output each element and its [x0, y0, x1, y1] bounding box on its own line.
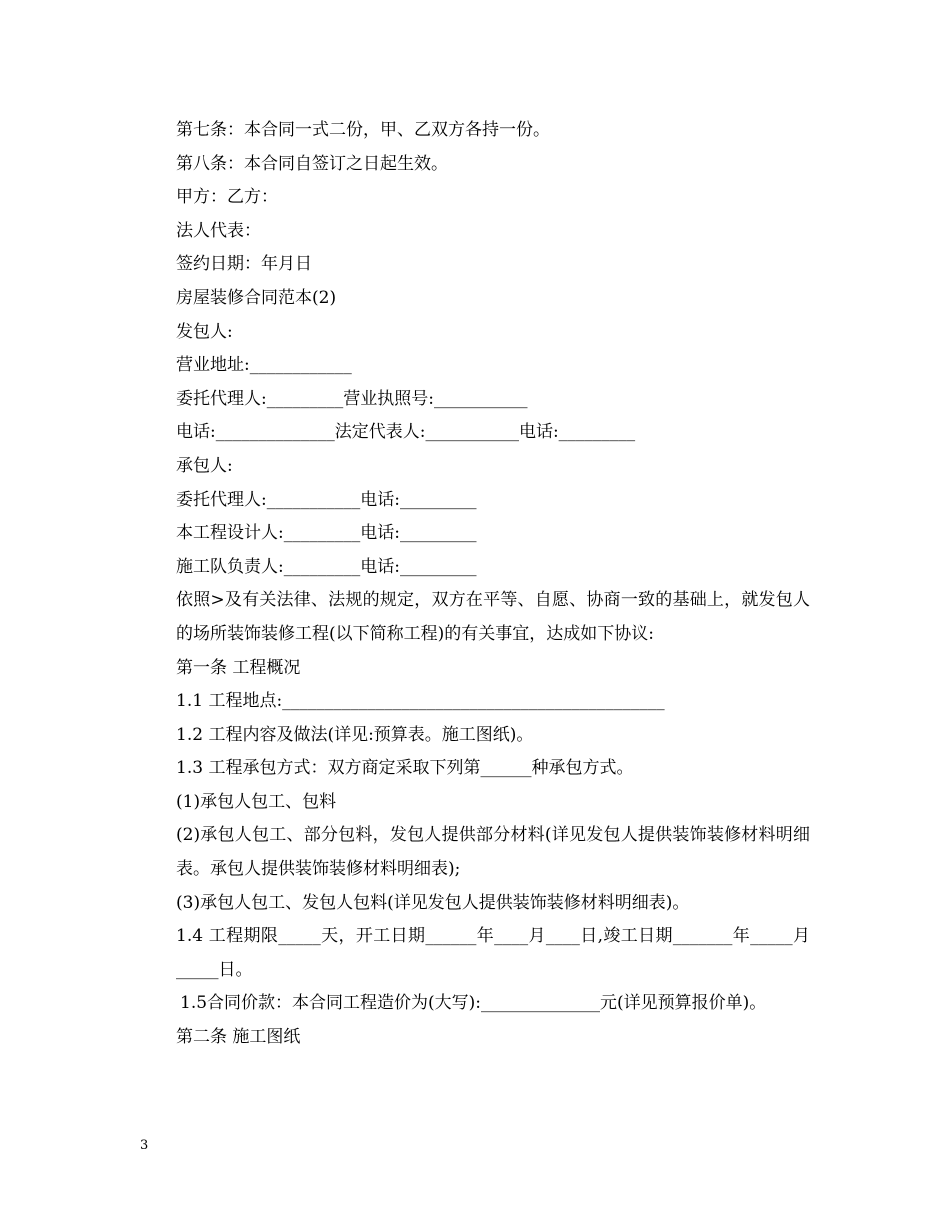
preamble-paragraph: 依照>及有关法律、法规的规定，双方在平等、自愿、协商一致的基础上，就发包人的场所装饰装修工程(以下简称工程)的有关事宜，达成如下协议: [176, 590, 810, 644]
article-2-heading: 第二条 施工图纸 [176, 1027, 301, 1048]
project-designer: 本工程设计人:_________电话:_________ [176, 523, 477, 544]
item-1-1: 1.1 工程地点:_____________________________________________ [176, 691, 665, 712]
option-3: (3)承包人包工、发包人包料(详见发包人提供装饰装修材料明细表)。 [176, 892, 690, 913]
document-body [140, 114, 810, 1055]
construction-team-leader: 施工队负责人:_________电话:_________ [176, 556, 477, 577]
clause-7: 第七条：本合同一式二份，甲、乙双方各持一份。 [176, 120, 550, 140]
item-1-3: 1.3 工程承包方式：双方商定采取下列第______种承包方式。 [176, 758, 634, 779]
article-1-heading: 第一条 工程概况 [176, 657, 301, 678]
option-1: (1)承包人包工、包料 [176, 791, 337, 812]
item-1-5: 1.5合同价款：本合同工程造价为(大写):______________元(详见预算报价单)。 [180, 993, 767, 1014]
legal-representative: 法人代表： [176, 220, 261, 241]
party-a-party-b: 甲方：乙方： [176, 187, 278, 208]
agent-license: 委托代理人:_________营业执照号:___________ [176, 388, 528, 409]
item-1-2: 1.2 工程内容及做法(详见:预算表。施工图纸)。 [176, 724, 534, 745]
contract-template-title: 房屋装修合同范本(2) [176, 287, 337, 308]
option-2: (2)承包人包工、部分包料，发包人提供部分材料(详见发包人提供装饰装修材料明细表。承包人提供装饰装修材料明细表); [176, 825, 810, 880]
page-number: 3 [140, 1138, 149, 1153]
business-address: 营业地址:____________ [176, 355, 352, 376]
clause-8: 第八条：本合同自签订之日起生效。 [176, 153, 448, 174]
contractor-agent: 委托代理人:___________电话:_________ [176, 489, 477, 510]
item-1-4: 1.4 工程期限_____天，开工日期______年____月____日,竣工日期_______年_____月_____日。 [176, 926, 810, 980]
signing-date: 签约日期：年月日 [176, 254, 312, 275]
employer-label: 发包人: [176, 321, 233, 342]
contractor-label: 承包人: [176, 455, 233, 476]
phone-legal-rep: 电话:______________法定代表人:___________电话:_________ [176, 422, 636, 443]
